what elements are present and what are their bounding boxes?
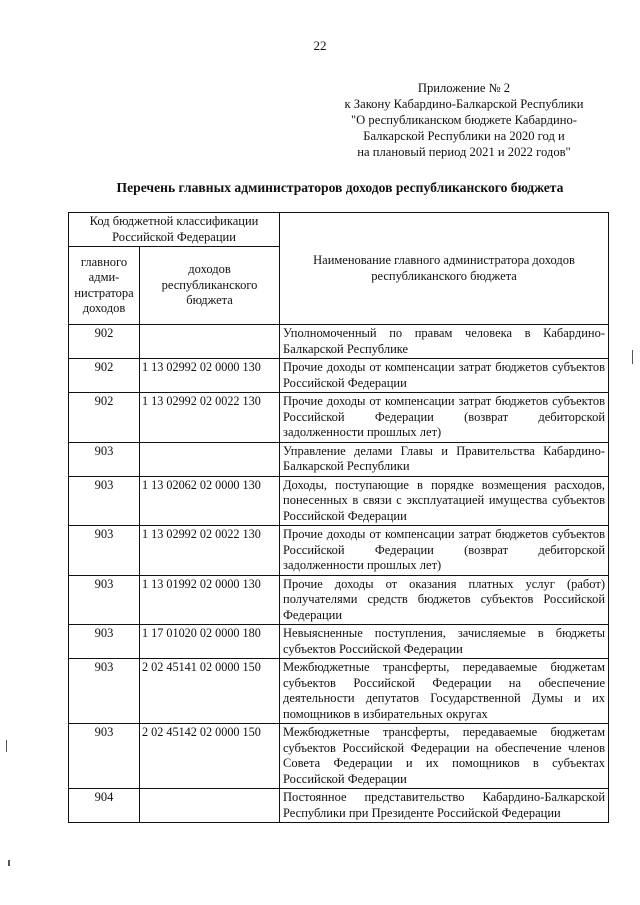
administrator-name-cell: Уполномоченный по правам человека в Кабардино-Балкарской Республике (280, 325, 609, 359)
annex-reference (318, 80, 610, 160)
administrator-code-cell: 903 (69, 659, 140, 724)
administrator-name-cell: Постоянное представительство Кабардино-Балкарской Республики при Президенте Российской Федерации (280, 789, 609, 823)
administrators-table (68, 212, 609, 823)
table-row (69, 526, 609, 576)
scan-mark (632, 350, 633, 364)
administrator-name-cell: Доходы, поступающие в порядке возмещения расходов, понесенных в связи с эксплуатацией имущества субъектов Российской Федерации (280, 476, 609, 526)
income-code-cell (140, 442, 280, 476)
administrator-name-cell: Межбюджетные трансферты, передаваемые бюджетам субъектов Российской Федерации на обеспечение деятельности депутатов Государственной Думы и их помощников в избирательных округах (280, 659, 609, 724)
table-body (69, 325, 609, 823)
income-code-cell: 1 13 02992 02 0022 130 (140, 393, 280, 443)
administrator-code-cell: 903 (69, 476, 140, 526)
income-code-cell (140, 325, 280, 359)
administrator-name-cell: Невыясненные поступления, зачисляемые в бюджеты субъектов Российской Федерации (280, 625, 609, 659)
administrator-name-cell: Управление делами Главы и Правительства Кабардино-Балкарской Республики (280, 442, 609, 476)
income-code-cell (140, 789, 280, 823)
table-row (69, 789, 609, 823)
table-row (69, 476, 609, 526)
annex-line: к Закону Кабардино-Балкарской Республики (344, 97, 584, 111)
table-row (69, 359, 609, 393)
administrator-code-cell: 903 (69, 442, 140, 476)
administrator-name-cell: Прочие доходы от компенсации затрат бюджетов субъектов Российской Федерации (возврат дебиторской задолженности прошлых лет) (280, 393, 609, 443)
header-chief-administrator: главного адми-нистратора доходов (69, 247, 140, 325)
income-code-cell: 1 13 02992 02 0000 130 (140, 359, 280, 393)
table-row (69, 442, 609, 476)
administrator-code-cell: 903 (69, 575, 140, 625)
annex-line: Балкарской Республики на 2020 год и (363, 129, 565, 143)
table-row (69, 625, 609, 659)
administrator-code-cell: 903 (69, 526, 140, 576)
header-classification-code: Код бюджетной классификации Российской Федерации (69, 213, 280, 247)
income-code-cell: 2 02 45142 02 0000 150 (140, 724, 280, 789)
table-row (69, 724, 609, 789)
administrator-code-cell: 903 (69, 724, 140, 789)
scan-mark (8, 860, 10, 866)
administrator-code-cell: 904 (69, 789, 140, 823)
administrator-name-cell: Прочие доходы от компенсации затрат бюджетов субъектов Российской Федерации (возврат дебиторской задолженности прошлых лет) (280, 526, 609, 576)
income-code-cell: 1 17 01020 02 0000 180 (140, 625, 280, 659)
annex-line: на плановый период 2021 и 2022 годов" (357, 145, 571, 159)
annex-line: "О республиканском бюджете Кабардино- (351, 113, 577, 127)
administrator-name-cell: Прочие доходы от оказания платных услуг (работ) получателями средств бюджетов субъектов Российской Федерации (280, 575, 609, 625)
income-code-cell: 2 02 45141 02 0000 150 (140, 659, 280, 724)
income-code-cell: 1 13 02992 02 0022 130 (140, 526, 280, 576)
administrator-code-cell: 902 (69, 325, 140, 359)
document-title: Перечень главных администраторов доходов республиканского бюджета (116, 180, 564, 195)
page-number: 22 (313, 38, 327, 53)
table-row (69, 659, 609, 724)
administrator-name-cell: Межбюджетные трансферты, передаваемые бюджетам субъектов Российской Федерации на обеспечение членов Совета Федерации и их помощников в субъектах Российской Федерации (280, 724, 609, 789)
income-code-cell: 1 13 02062 02 0000 130 (140, 476, 280, 526)
administrator-name-cell: Прочие доходы от компенсации затрат бюджетов субъектов Российской Федерации (280, 359, 609, 393)
header-budget-income: доходов республиканского бюджета (140, 247, 280, 325)
administrator-code-cell: 903 (69, 625, 140, 659)
annex-line: Приложение № 2 (417, 81, 511, 95)
table-row (69, 325, 609, 359)
administrator-code-cell: 902 (69, 393, 140, 443)
table-row (69, 393, 609, 443)
header-administrator-name: Наименование главного администратора доходов республиканского бюджета (280, 213, 609, 325)
administrator-code-cell: 902 (69, 359, 140, 393)
scan-mark (6, 740, 7, 752)
income-code-cell: 1 13 01992 02 0000 130 (140, 575, 280, 625)
table-row (69, 575, 609, 625)
